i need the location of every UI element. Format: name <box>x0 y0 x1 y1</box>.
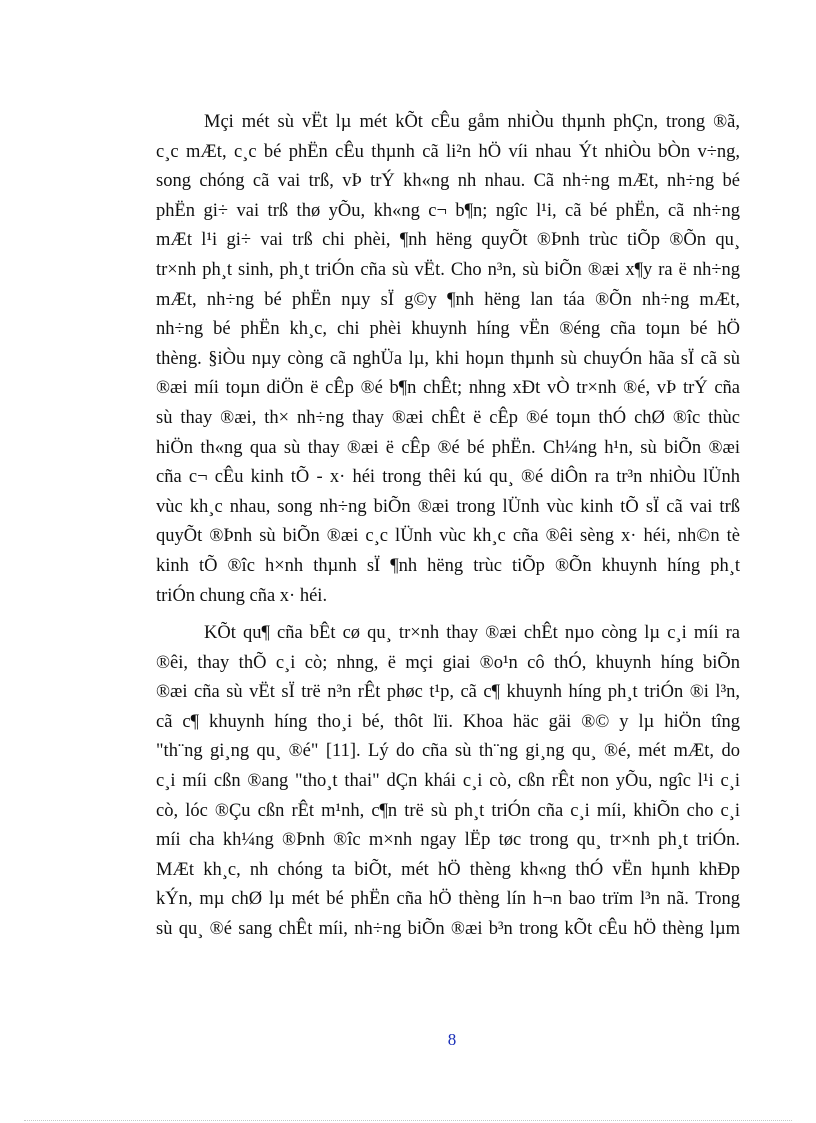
text-line: sù qu¸ ®é sang chÊt míi, nh÷ng biÕn ®æi b³n trong kÕt cÊu hÖ thèng lµm <box>156 919 740 940</box>
text-line: tr×nh ph¸t sinh, ph¸t triÓn cña sù vËt. Cho n³n, sù biÕn ®æi x¶y ra ë nh÷ng <box>156 259 740 280</box>
text-line: mÆt l¹i gi÷ vai trß chi phèi, ¶nh hëng quyÕt ®Þnh trùc tiÕp ®Õn qu¸ <box>156 230 740 251</box>
text-line: KÕt qu¶ cña bÊt cø qu¸ tr×nh thay ®æi chÊt nµo còng lµ c¸i míi ra <box>204 623 740 644</box>
text-line: thèng. §iÒu nµy còng cã nghÜa lµ, khi hoµn thµnh sù chuyÓn hãa sÏ cã sù <box>156 348 740 369</box>
text-line: c¸c mÆt, c¸c bé phËn cÊu thµnh cã li²n hÖ víi nhau Ýt nhiÒu bÒn v÷ng, <box>156 141 740 162</box>
text-line: cò, lóc ®Çu cßn rÊt m¹nh, c¶n trë sù ph¸t triÓn cña c¸i míi, khiÕn cho c¸i <box>156 800 740 821</box>
text-line: ®êi, thay thÕ c¸i cò; nhng, ë mçi giai ®o¹n cô thÓ, khuynh híng biÕn <box>156 652 740 673</box>
text-line: ®æi míi toµn diÖn ë cÊp ®é b¶n chÊt; nhng xÐt vÒ tr×nh ®é, vÞ trÝ cña <box>156 378 740 399</box>
text-line: vùc kh¸c nhau, song nh÷ng biÕn ®æi trong lÜnh vùc kinh tÕ sÏ cã vai trß <box>156 496 740 517</box>
text-line: cña c¬ cÊu kinh tÕ - x· héi trong thêi kú qu¸ ®é diÔn ra tr³n nhiÒu lÜnh <box>156 467 740 488</box>
text-line: míi cha kh¼ng ®Þnh ®îc m×nh ngay lËp tøc trong qu¸ tr×nh ph¸t triÓn. <box>156 830 740 851</box>
text-line: ®æi cña sù vËt sÏ trë n³n rÊt phøc t¹p, cã c¶ khuynh híng ph¸t triÓn ®i l³n, <box>156 682 740 703</box>
body-text <box>156 108 740 945</box>
text-line: triÓn chung cña x· héi. <box>156 585 328 606</box>
text-line: phËn gi÷ vai trß thø yÕu, kh«ng c¬ b¶n; ngîc l¹i, cã bé phËn, cã nh÷ng <box>156 200 740 221</box>
text-line: "th¨ng gi¸ng qu¸ ®é" [11]. Lý do cña sù th¨ng gi¸ng qu¸ ®é, mét mÆt, do <box>156 741 740 762</box>
text-line: sù thay ®æi, th× nh÷ng thay ®æi chÊt ë cÊp ®é toµn thÓ chØ ®îc thùc <box>156 407 740 428</box>
paragraph-1 <box>156 108 740 611</box>
text-line: hiÖn th«ng qua sù thay ®æi ë cÊp ®é bé phËn. Ch¼ng h¹n, sù biÕn ®æi <box>156 437 740 458</box>
text-line: mÆt, nh÷ng bé phËn nµy sÏ g©y ¶nh hëng lan táa ®Õn nh÷ng mÆt, <box>156 289 740 310</box>
page-bottom-divider <box>24 1120 792 1121</box>
page-number: 8 <box>447 1030 457 1049</box>
text-line: Mçi mét sù vËt lµ mét kÕt cÊu gåm nhiÒu thµnh phÇn, trong ®ã, <box>204 112 740 132</box>
text-line: c¸i míi cßn ®ang "tho¸t thai" dÇn khái c¸i cò, cßn rÊt non yÕu, ngîc l¹i c¸i <box>156 771 740 792</box>
text-line: nh÷ng bé phËn kh¸c, chi phèi khuynh híng vËn ®éng cña toµn bé hÖ <box>156 319 740 340</box>
text-line: MÆt kh¸c, nh chóng ta biÕt, mét hÖ thèng kh«ng thÓ vËn hµnh khÐp <box>156 859 740 880</box>
text-line: kÝn, mµ chØ lµ mét bé phËn cña hÖ thèng lín h¬n bao trïm l³n nã. Trong <box>156 889 740 910</box>
text-line: cã c¶ khuynh híng tho¸i bé, thôt lïi. Khoa häc gäi ®© y lµ hiÖn tîng <box>156 711 740 732</box>
text-line: quyÕt ®Þnh sù biÕn ®æi c¸c lÜnh vùc kh¸c cña ®êi sèng x· héi, nh©n tè <box>156 526 740 547</box>
paragraph-2 <box>156 619 740 945</box>
text-line: kinh tÕ ®îc h×nh thµnh sÏ ¶nh hëng trùc tiÕp ®Õn khuynh híng ph¸t <box>156 555 740 576</box>
text-line: song chóng cã vai trß, vÞ trÝ kh«ng nh nhau. Cã nh÷ng mÆt, nh÷ng bé <box>156 171 740 192</box>
